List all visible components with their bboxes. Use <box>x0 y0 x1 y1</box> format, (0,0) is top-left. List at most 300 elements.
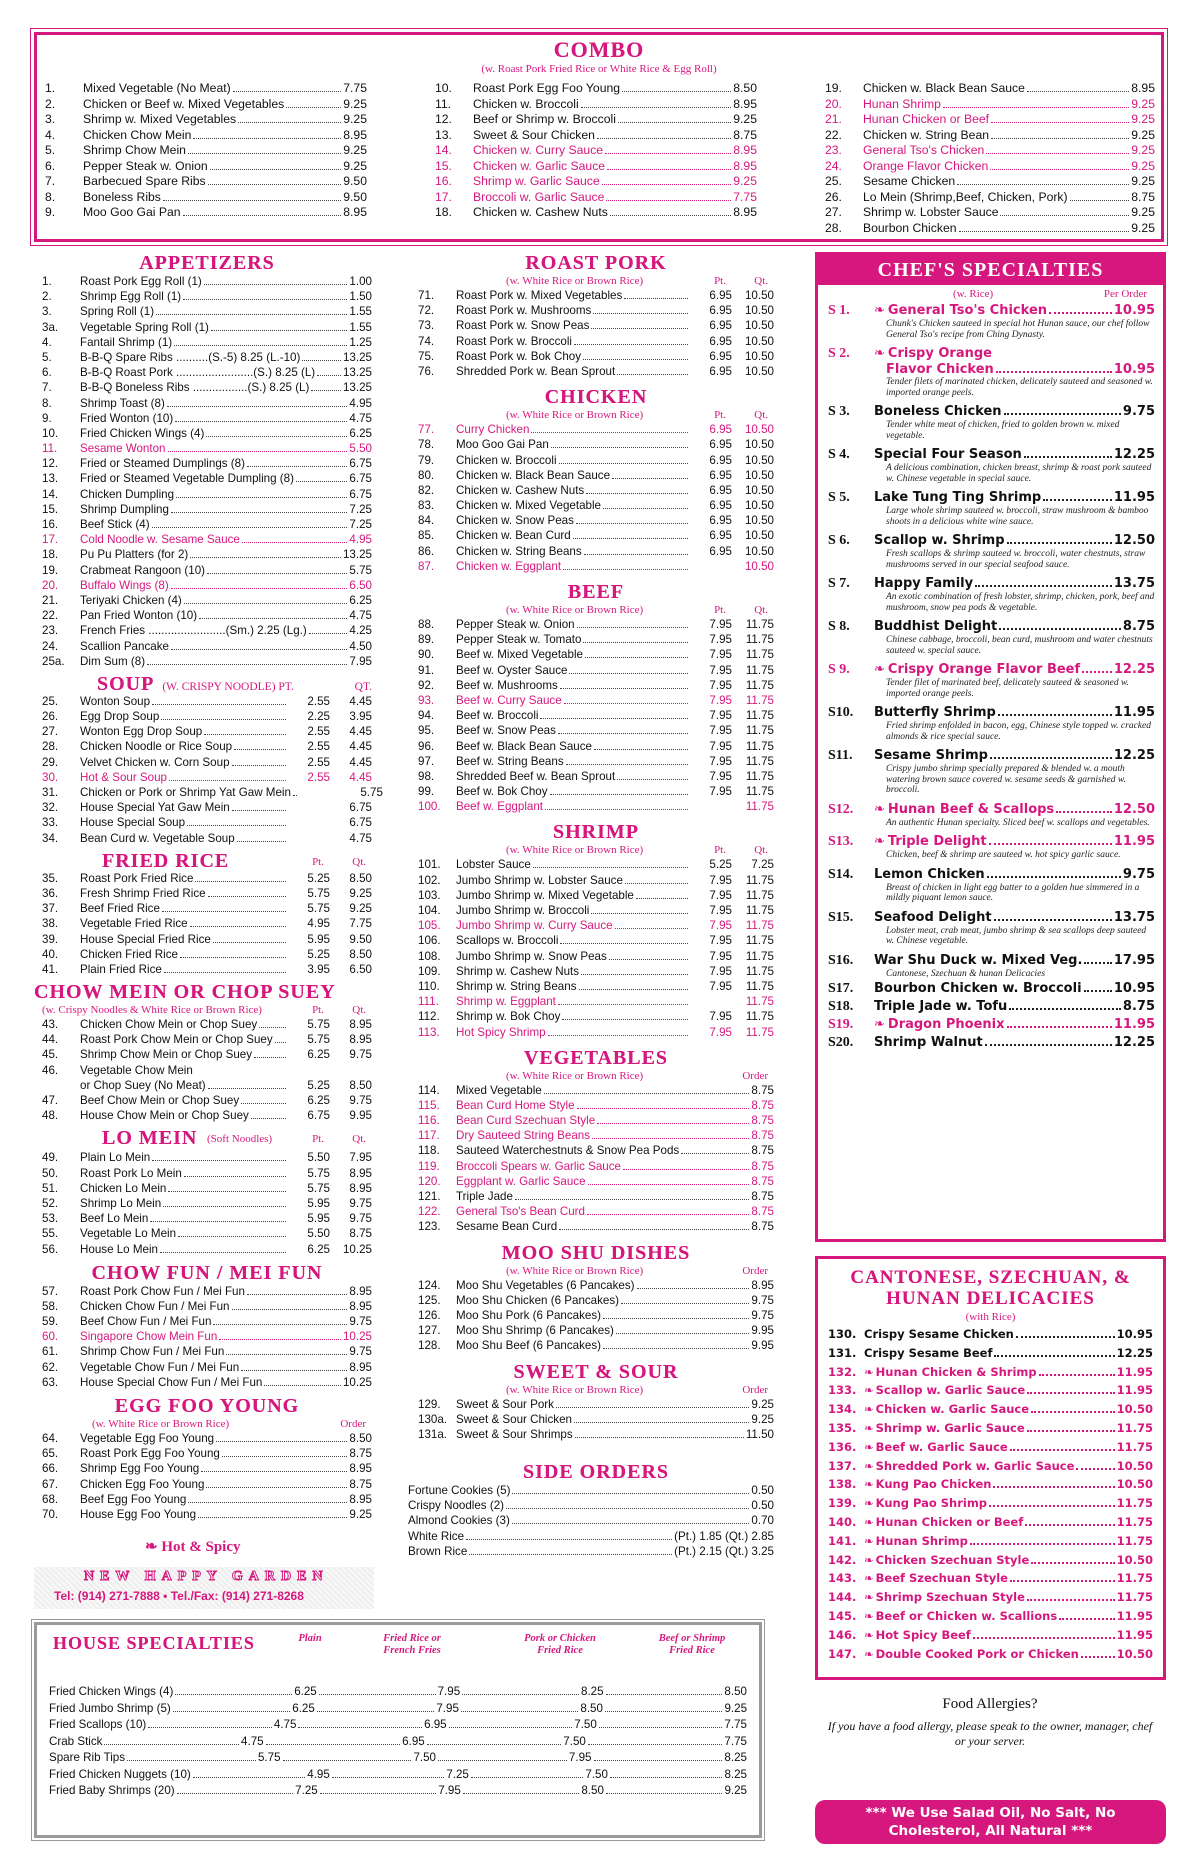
item-number: S13. <box>828 834 854 849</box>
appetizers-list <box>42 275 372 670</box>
chef-special-row <box>828 662 1155 678</box>
pepper-icon: ❧ <box>864 1571 874 1586</box>
dot-leader <box>266 1744 401 1745</box>
menu-item <box>45 205 367 221</box>
item-description: Chunk's Chicken sauteed in special hot Hunan sauce, our chef follow General Tso's recipe from Ching Dynasty. <box>886 319 1150 340</box>
menu-item <box>42 442 372 457</box>
item-name: Shrimp w. Garlic Sauce <box>875 1420 1025 1435</box>
pepper-icon: ❧ <box>864 1420 874 1435</box>
item-number: 96. <box>418 739 435 753</box>
item-number: 74. <box>418 334 435 348</box>
price-pork-chicken: 7.50 <box>574 1718 597 1731</box>
item-name: Beef w. Bok Choy <box>456 785 548 799</box>
item-number: 98. <box>418 769 435 783</box>
menu-item <box>418 694 774 709</box>
sweet-sour-subheader <box>418 1384 774 1398</box>
dot-leader <box>208 184 342 185</box>
item-number: 129. <box>418 1397 441 1411</box>
soup-header <box>42 673 372 695</box>
item-price-pint: 6.95 <box>709 514 732 528</box>
item-number: 111. <box>418 995 439 1009</box>
shrimp-subheader <box>418 844 774 858</box>
chef-special-row <box>828 404 1155 420</box>
item-price-pint: 7.95 <box>709 648 732 662</box>
menu-item <box>435 174 757 190</box>
item-price: 8.75 <box>751 1144 774 1158</box>
dot-leader <box>599 1727 723 1728</box>
item-name: Beef Chow Fun / Mei Fun <box>80 1315 212 1329</box>
dot-leader <box>1049 312 1112 314</box>
dot-leader <box>208 896 286 897</box>
dot-leader <box>176 497 347 498</box>
egg-foo-young-title: EGG FOO YOUNG <box>114 1395 300 1417</box>
item-number: 110. <box>418 979 440 993</box>
item-price-quart: 11.75 <box>745 1010 774 1024</box>
side-orders-list <box>408 1484 774 1560</box>
left-column <box>34 252 383 1523</box>
item-price: 12.50 <box>1113 801 1155 817</box>
item-name: General Tso's Chicken <box>863 143 985 157</box>
item-name: Jumbo Shrimp w. Mixed Vegetable <box>456 888 634 902</box>
dot-leader <box>610 215 731 216</box>
item-number: 80. <box>418 468 435 482</box>
item-number: 12. <box>435 112 452 126</box>
item-price-quart: 8.50 <box>349 947 372 961</box>
dot-leader <box>1027 1430 1115 1432</box>
dot-leader <box>584 554 688 555</box>
item-name: B-B-Q Spare Ribs ..........(S.-5) 8.25 (L.-10) <box>80 350 301 364</box>
combo-column-2 <box>435 81 757 221</box>
item-price-quart: 3.95 <box>349 710 372 724</box>
menu-item <box>42 275 372 290</box>
item-price-pint: 5.50 <box>307 1151 330 1165</box>
item-name: Almond Cookies (3) <box>408 1514 510 1528</box>
roast-pork-subtitle: (w. White Rice or Brown Rice) <box>506 275 644 287</box>
item-number: 101. <box>418 858 441 872</box>
item-number: 41. <box>42 962 59 976</box>
dot-leader <box>603 1318 749 1319</box>
item-name: Shrimp w. String Beans <box>456 979 577 993</box>
item-price-pint: 7.95 <box>709 693 732 707</box>
menu-item <box>435 159 757 175</box>
item-name: Fantail Shrimp (1) <box>80 335 173 349</box>
item-number: 25. <box>825 174 842 188</box>
item-number: 138. <box>828 1477 857 1492</box>
item-name: French Fries ........................(Sm.) 2.25 (Lg.) <box>80 624 307 638</box>
dot-leader <box>178 1236 286 1237</box>
menu-item <box>45 128 367 144</box>
price-plain: 4.95 <box>307 1767 330 1781</box>
delicacy-item <box>828 1571 1153 1590</box>
menu-item <box>42 594 372 609</box>
dot-leader <box>259 1027 286 1028</box>
item-name: Crispy Sesame Beef <box>864 1345 993 1360</box>
chef-special-row <box>828 705 1155 721</box>
item-price-quart: 10.50 <box>744 304 774 318</box>
item-description: An authentic Hunan specialty. Sliced beef w. scallops and vegetables. <box>886 817 1150 828</box>
dot-leader <box>985 1044 1112 1046</box>
menu-item <box>825 190 1155 206</box>
chow-fun-list <box>42 1285 372 1391</box>
item-number: 25a. <box>42 654 65 668</box>
item-price-quart: 10.50 <box>744 423 774 437</box>
item-price: 7.75 <box>343 81 367 95</box>
dot-leader <box>466 1539 672 1540</box>
item-price: 8.75 <box>751 1098 774 1112</box>
item-price: 8.95 <box>349 1299 372 1313</box>
shrimp-pt-label: Pt. <box>714 844 726 857</box>
item-price-quart: 11.75 <box>745 995 774 1009</box>
dot-leader <box>996 371 1112 373</box>
dot-leader <box>548 1035 688 1036</box>
item-name: Beef or Chicken w. Scallions <box>875 1608 1058 1623</box>
menu-item <box>45 81 367 97</box>
item-price: 1.55 <box>349 305 372 319</box>
combo-column-1 <box>45 81 367 221</box>
item-price-pint: 5.75 <box>307 1018 330 1032</box>
dot-leader <box>152 1160 286 1161</box>
item-price-quart: 11.75 <box>745 754 774 768</box>
menu-item <box>418 423 774 438</box>
item-price-quart: 4.45 <box>349 694 372 708</box>
item-price: 8.95 <box>343 205 367 219</box>
menu-item <box>418 1114 774 1129</box>
dot-leader <box>617 779 688 780</box>
item-price-pint: 6.95 <box>709 499 732 513</box>
item-number: 13. <box>42 472 59 486</box>
dot-leader <box>551 447 688 448</box>
item-number: 60. <box>42 1330 59 1344</box>
item-number: 25. <box>42 694 59 708</box>
item-number: 12. <box>42 457 59 471</box>
item-number: 115. <box>418 1098 440 1112</box>
dot-leader <box>264 1385 341 1386</box>
item-number: 131. <box>828 1345 857 1360</box>
item-name: Egg Drop Soup <box>80 710 160 724</box>
item-price: 8.95 <box>751 1278 774 1292</box>
item-name: Moo Shu Chicken (6 Pancakes) <box>456 1293 620 1307</box>
item-name: Fried Baby Shrimps (20) <box>49 1784 175 1797</box>
item-price-quart: 10.50 <box>744 289 774 302</box>
dot-leader <box>175 421 347 422</box>
item-name: Chicken w. Broccoli <box>473 96 579 111</box>
item-number: 33. <box>42 816 59 830</box>
dot-leader <box>512 1493 749 1494</box>
pepper-icon: ❧ <box>864 1402 874 1417</box>
menu-item <box>418 785 774 800</box>
menu-item <box>42 710 372 725</box>
item-name: Chicken w. Cashew Nuts <box>473 205 608 219</box>
pepper-icon: ❧ <box>864 1364 874 1379</box>
house-head-plain: Plain <box>298 1633 322 1644</box>
item-price-pint: 7.95 <box>709 934 732 948</box>
dot-leader <box>232 1309 348 1310</box>
item-number: 126. <box>418 1308 441 1322</box>
delicacy-item <box>828 1534 1153 1553</box>
item-number: 64. <box>42 1432 59 1445</box>
item-price: 11.95 <box>1113 1017 1155 1032</box>
item-price: 7.95 <box>349 654 372 668</box>
item-number: 70. <box>42 1507 59 1521</box>
item-price-quart: 7.95 <box>349 1151 372 1165</box>
item-name: B-B-Q Boneless Ribs .................(S.) 8.25 (L) <box>80 381 310 395</box>
dot-leader <box>624 298 688 299</box>
dot-leader <box>104 1744 239 1745</box>
item-price: 8.75 <box>349 1477 372 1491</box>
item-name: Plain Lo Mein <box>80 1151 151 1165</box>
item-number: 9. <box>42 411 52 425</box>
item-number: 46. <box>42 1063 59 1077</box>
combo-title: COMBO <box>553 37 645 62</box>
dot-leader <box>160 1252 286 1253</box>
dot-leader <box>1027 1599 1115 1601</box>
vegetables-title: VEGETABLES <box>523 1046 669 1069</box>
item-number: 130. <box>828 1327 857 1341</box>
item-price-quart: 9.75 <box>349 1196 372 1210</box>
item-name: Sesame Wonton <box>80 442 166 456</box>
beef-list <box>418 618 774 815</box>
beef-qt-label: Qt. <box>754 604 768 616</box>
item-number: S10. <box>828 705 854 720</box>
vegetables-subheader <box>418 1070 774 1084</box>
price-fried-rice: 6.95 <box>424 1718 447 1731</box>
item-price: 8.75 <box>1122 999 1155 1014</box>
combo-column-3 <box>825 81 1155 236</box>
item-number: 109. <box>418 964 441 978</box>
dot-leader <box>1070 200 1130 201</box>
item-price: 10.95 <box>1113 362 1155 377</box>
lo-mein-title: LO MEIN <box>102 1127 198 1150</box>
dot-leader <box>234 749 286 750</box>
item-number: 58. <box>42 1299 59 1313</box>
dot-leader <box>275 1042 286 1043</box>
item-price-pint: 7.95 <box>709 618 732 631</box>
lo-mein-list <box>42 1151 372 1257</box>
chow-fun-title: CHOW FUN / MEI FUN <box>91 1261 323 1284</box>
item-price-pint: 7.95 <box>709 754 732 768</box>
dot-leader <box>216 1441 347 1442</box>
dot-leader <box>616 1333 750 1334</box>
chef-per-order: Per Order <box>1103 288 1147 300</box>
item-name: Fried Jumbo Shrimp (5) <box>49 1701 171 1715</box>
item-name: Hot Spicy Beef <box>875 1627 971 1642</box>
item-price: 8.75 <box>349 1447 372 1461</box>
dot-leader <box>607 169 731 170</box>
item-price-pint: 6.95 <box>709 468 732 482</box>
menu-item <box>418 304 774 319</box>
item-number: 139. <box>828 1496 857 1511</box>
pepper-icon: ❧ <box>864 1514 874 1529</box>
item-number: 66. <box>42 1462 59 1476</box>
menu-item <box>42 351 372 366</box>
chef-special-item <box>828 404 1155 441</box>
dot-leader <box>637 1288 750 1289</box>
dot-leader <box>168 1191 286 1192</box>
dot-leader <box>602 184 732 185</box>
item-price: 4.95 <box>349 396 372 410</box>
menu-item <box>42 872 372 887</box>
dot-leader <box>188 1502 347 1503</box>
price-pork-chicken: 7.50 <box>563 1734 586 1748</box>
dot-leader <box>1007 1026 1112 1028</box>
delicacy-item <box>828 1496 1153 1515</box>
item-name: Kung Pao Shrimp <box>875 1496 988 1511</box>
chefs-specialties-title: CHEF'S SPECIALTIES <box>818 255 1163 285</box>
dot-leader <box>190 557 341 558</box>
item-price-quart: 4.45 <box>349 770 372 784</box>
item-price-quart: 9.95 <box>349 1109 372 1123</box>
item-name: Chicken Chow Mein or Chop Suey <box>80 1018 258 1032</box>
item-number: 68. <box>42 1492 59 1506</box>
item-number: 27. <box>825 205 842 219</box>
dot-leader <box>187 825 286 826</box>
dot-leader <box>302 360 341 361</box>
item-price: 8.50 <box>733 81 757 95</box>
chef-special-row <box>828 999 1155 1015</box>
item-price: 1.55 <box>349 320 372 334</box>
chef-special-row <box>828 802 1155 818</box>
item-number: 16. <box>42 518 59 531</box>
menu-item <box>42 695 372 710</box>
item-name: Happy Family <box>874 576 974 591</box>
price-fried-rice: 7.95 <box>438 1784 461 1797</box>
item-price: 8.95 <box>349 1284 372 1298</box>
item-price: 12.25 <box>1116 1345 1153 1360</box>
item-price-quart: 6.75 <box>349 801 372 815</box>
item-number: S16. <box>828 952 854 968</box>
dot-leader <box>213 942 286 943</box>
item-number: 79. <box>418 453 435 467</box>
house-head-beef-shrimp: Beef or Shrimp Fried Rice <box>658 1633 726 1656</box>
pepper-icon: ❧ <box>874 303 885 318</box>
item-name: Hunan Beef & Scallops <box>887 801 1055 817</box>
item-name: Roast Pork Fried Rice <box>80 871 194 885</box>
item-name: Fried Chicken Wings (4) <box>49 1685 174 1698</box>
item-name: Sauteed Waterchestnuts & Snow Pea Pods <box>456 1144 680 1158</box>
item-name: Beef w. Eggplant <box>456 800 544 814</box>
menu-item <box>418 1010 774 1025</box>
item-number: S 6. <box>828 533 850 548</box>
menu-item <box>42 933 372 948</box>
item-name: Jumbo Shrimp w. Snow Peas <box>456 949 607 963</box>
house-specialty-row <box>49 1751 747 1768</box>
item-name: Roast Pork w. Bok Choy <box>456 349 582 363</box>
item-price-quart: 8.95 <box>349 1166 372 1180</box>
item-number: S11. <box>828 748 853 763</box>
dot-leader <box>332 1777 444 1778</box>
item-number: 85. <box>418 529 435 543</box>
menu-item <box>42 756 372 771</box>
dot-leader <box>206 1487 347 1488</box>
item-number: 32. <box>42 801 59 815</box>
dot-leader <box>581 974 688 975</box>
menu-item <box>42 305 372 320</box>
dot-leader <box>127 1760 256 1761</box>
item-name: Beef w. Garlic Sauce <box>875 1439 1008 1454</box>
item-number: S 8. <box>828 619 850 634</box>
item-price-quart: 10.50 <box>744 334 774 348</box>
item-price-quart: 10.50 <box>744 364 774 378</box>
dot-leader <box>193 138 341 139</box>
pepper-icon: ❧ <box>874 346 885 361</box>
item-price-pint: 7.95 <box>709 739 732 753</box>
item-number: 53. <box>42 1212 59 1226</box>
item-price-pint: 6.95 <box>709 334 732 348</box>
dot-leader <box>594 1760 723 1761</box>
menu-item <box>42 1447 372 1462</box>
chef-special-item <box>828 953 1155 980</box>
item-name: Jumbo Shrimp w. Broccoli <box>456 904 590 917</box>
dot-leader <box>587 1214 749 1215</box>
item-number: 11. <box>435 96 452 111</box>
item-number: 13. <box>435 127 452 142</box>
item-number: 24. <box>42 639 59 653</box>
item-price-quart: 11.75 <box>745 919 774 933</box>
beef-pt-label: Pt. <box>714 604 726 616</box>
dot-leader <box>990 757 1112 759</box>
pepper-icon: ❧ <box>864 1458 874 1473</box>
menu-item <box>42 1330 372 1345</box>
dot-leader <box>247 1294 347 1295</box>
dot-leader <box>559 1229 749 1230</box>
item-number: 47. <box>42 1094 59 1107</box>
menu-item <box>45 159 367 175</box>
chef-special-item <box>828 748 1155 796</box>
item-price: 11.75 <box>1116 1514 1153 1529</box>
item-price-quart: 9.25 <box>349 902 372 916</box>
menu-item <box>42 1462 372 1477</box>
item-price: 9.25 <box>343 143 367 157</box>
item-price-quart: 8.75 <box>349 1227 372 1241</box>
dot-leader <box>204 284 348 285</box>
item-price-pint: 7.95 <box>709 873 732 887</box>
menu-item <box>418 858 774 873</box>
item-name: Pan Fried Wonton (10) <box>80 609 198 623</box>
vegetables-order-label: Order <box>742 1069 768 1082</box>
dot-leader <box>169 780 286 781</box>
item-description: Tender filets of marinated chicken, delicately sauteed and seasoned w. imported orange peels. <box>886 377 1153 398</box>
roast-pork-list <box>418 289 774 380</box>
item-name: Sweet & Sour Shrimps <box>456 1427 573 1441</box>
item-price-pint: 7.95 <box>709 1025 732 1039</box>
chef-special-item <box>828 346 1155 398</box>
allergy-notice <box>815 1696 1165 1749</box>
item-price: 10.50 <box>1116 1402 1153 1417</box>
item-name: Beef w. Mixed Vegetable <box>456 648 583 662</box>
item-name: Moo Goo Gai Pan <box>456 438 549 452</box>
item-number: 108. <box>418 949 441 963</box>
dot-leader <box>211 330 348 331</box>
item-name: Brown Rice <box>408 1544 468 1558</box>
item-number: 76. <box>418 364 435 378</box>
item-price: 11.75 <box>1116 1420 1153 1435</box>
item-number: 40. <box>42 947 59 961</box>
item-price: 9.25 <box>751 1397 774 1411</box>
menu-item <box>418 904 774 919</box>
item-name: Shrimp Dumpling <box>80 502 169 516</box>
item-number: S12. <box>828 801 854 817</box>
item-price-quart: 9.50 <box>349 932 372 946</box>
item-name: Hot & Sour Soup <box>80 770 168 784</box>
item-price: 6.25 <box>349 593 372 607</box>
dot-leader <box>550 794 688 795</box>
item-number: 29. <box>42 755 59 769</box>
menu-item <box>42 321 372 336</box>
item-name: Shredded Pork w. Bean Sprout <box>456 364 616 378</box>
item-number: 22. <box>825 127 842 142</box>
dot-leader <box>991 122 1129 123</box>
dot-leader <box>564 703 688 704</box>
